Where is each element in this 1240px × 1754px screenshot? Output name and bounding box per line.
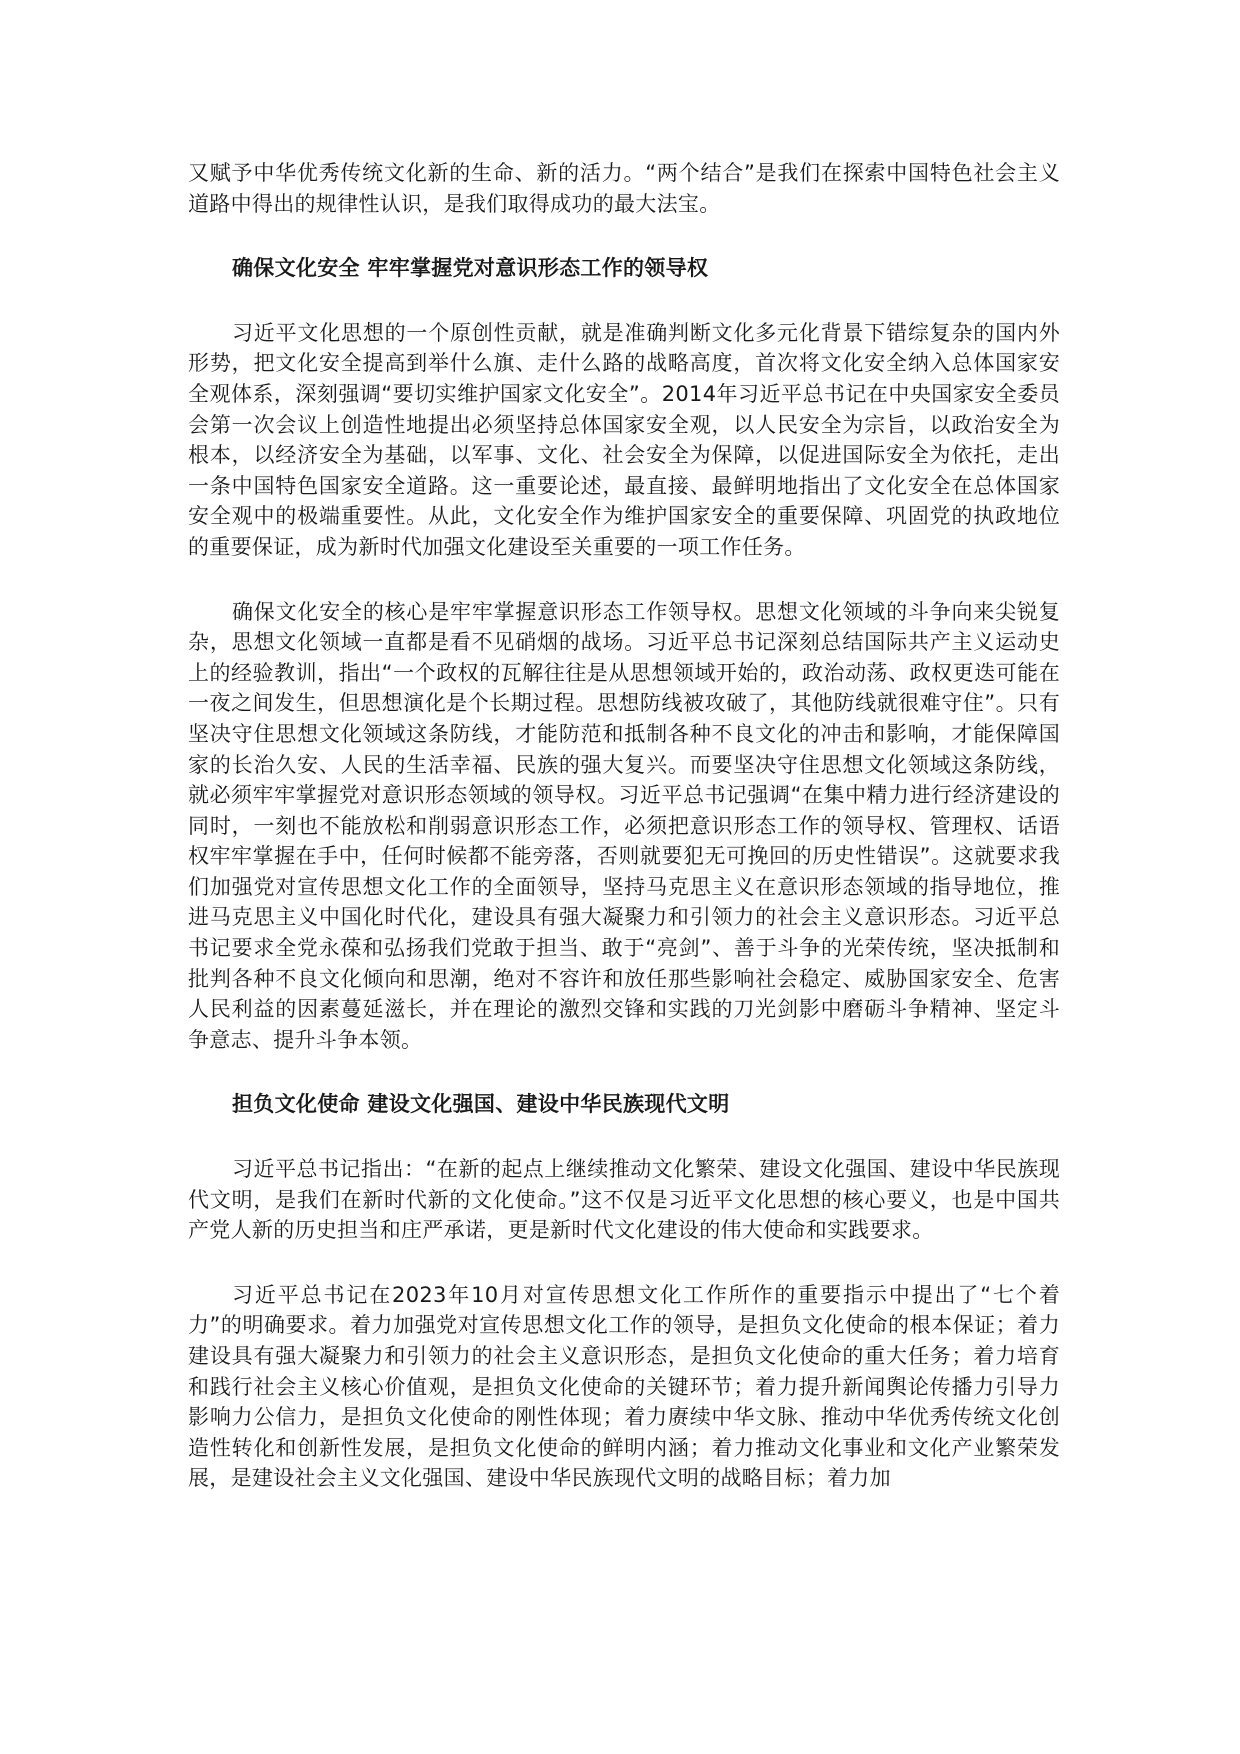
document-page [188, 158, 1060, 1494]
paragraph-cultural-security-contribution: 习近平文化思想的一个原创性贡献，就是准确判断文化多元化背景下错综复杂的国内外形势，把文化安全提高到举什么旗、走什么路的战略高度，首次将文化安全纳入总体国家安全观体系，深刻强调“要切实维护国家文化安全”。2014年习近平总书记在中央国家安全委员会第一次会议上创造性地提出必须坚持总体国家安全观，以人民安全为宗旨，以政治安全为根本，以经济安全为基础，以军事、文化、社会安全为保障，以促进国际安全为依托，走出一条中国特色国家安全道路。这一重要论述，最直接、最鲜明地指出了文化安全在总体国家安全观中的极端重要性。从此，文化安全作为维护国家安全的重要保障、巩固党的执政地位的重要保证，成为新时代加强文化建设至关重要的一项工作任务。 [188, 320, 1060, 559]
paragraph-seven-efforts: 习近平总书记在2023年10月对宣传思想文化工作所作的重要指示中提出了“七个着力”的明确要求。着力加强党对宣传思想文化工作的领导，是担负文化使命的根本保证；着力建设具有强大凝聚力和引领力的社会主义意识形态，是担负文化使命的重大任务；着力培育和践行社会主义核心价值观，是担负文化使命的关键环节；着力提升新闻舆论传播力引导力影响力公信力，是担负文化使命的刚性体现；着力赓续中华文脉、推动中华优秀传统文化创造性转化和创新性发展，是担负文化使命的鲜明内涵；着力推动文化事业和文化产业繁荣发展，是建设社会主义文化强国、建设中华民族现代文明的战略目标；着力加 [188, 1282, 1060, 1491]
paragraph-intro-continuation: 又赋予中华优秀传统文化新的生命、新的活力。“两个结合”是我们在探索中国特色社会主义道路中得出的规律性认识，是我们取得成功的最大法宝。 [188, 161, 1060, 216]
paragraph-ideology-leadership: 确保文化安全的核心是牢牢掌握意识形态工作领导权。思想文化领域的斗争向来尖锐复杂，思想文化领域一直都是看不见硝烟的战场。习近平总书记深刻总结国际共产主义运动史上的经验教训，指出“一个政权的瓦解往往是从思想领域开始的，政治动荡、政权更迭可能在一夜之间发生，但思想演化是个长期过程。思想防线被攻破了，其他防线就很难守住”。只有坚决守住思想文化领域这条防线，才能防范和抵制各种不良文化的冲击和影响，才能保障国家的长治久安、人民的生活幸福、民族的强大复兴。而要坚决守住思想文化领域这条防线，就必须牢牢掌握党对意识形态领域的领导权。习近平总书记强调“在集中精力进行经济建设的同时，一刻也不能放松和削弱意识形态工作，必须把意识形态工作的领导权、管理权、话语权牢牢掌握在手中，任何时候都不能旁落，否则就要犯无可挽回的历史性错误”。这就要求我们加强党对宣传思想文化工作的全面领导，坚持马克思主义在意识形态领域的指导地位，推进马克思主义中国化时代化，建设具有强大凝聚力和引领力的社会主义意识形态。习近平总书记要求全党永葆和弘扬我们党敢于担当、敢于“亮剑”、善于斗争的光荣传统，坚决抵制和批判各种不良文化倾向和思潮，绝对不容许和放任那些影响社会稳定、威胁国家安全、危害人民利益的因素蔓延滋长，并在理论的激烈交锋和实践的刀光剑影中磨砺斗争精神、坚定斗争意志、提升斗争本领。 [188, 599, 1060, 1052]
section-heading-cultural-security: 确保文化安全 牢牢掌握党对意识形态工作的领导权 [232, 256, 709, 281]
paragraph-cultural-mission-quote: 习近平总书记指出：“在新的起点上继续推动文化繁荣、建设文化强国、建设中华民族现代文明，是我们在新时代新的文化使命。”这不仅是习近平文化思想的核心要义，也是中国共产党人新的历史担当和庄严承诺，更是新时代文化建设的伟大使命和实践要求。 [188, 1157, 1060, 1243]
section-heading-cultural-mission: 担负文化使命 建设文化强国、建设中华民族现代文明 [232, 1092, 730, 1117]
